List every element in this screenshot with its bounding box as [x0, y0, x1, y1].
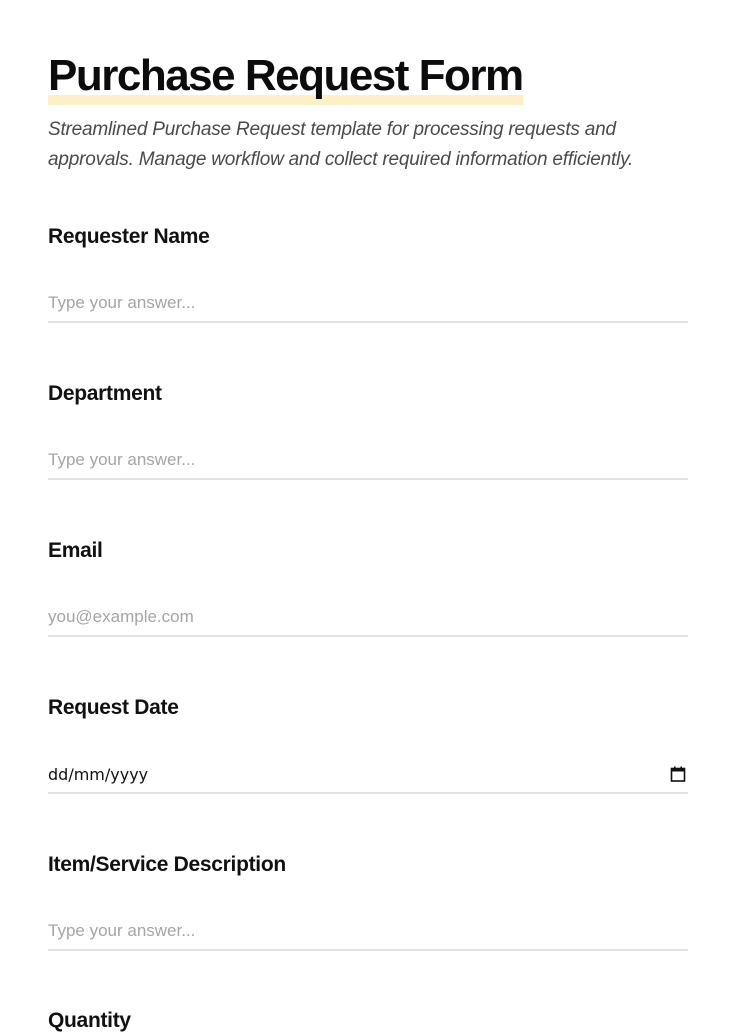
field-label: Requester Name — [48, 225, 210, 248]
field-label: Item/Service Description — [48, 853, 286, 876]
field-email — [48, 538, 688, 637]
field-requester-name — [48, 224, 688, 323]
field-label: Request Date — [48, 696, 179, 719]
email-input[interactable] — [48, 607, 688, 627]
date-placeholder: dd/mm/yyyy — [48, 764, 149, 784]
field-quantity — [48, 1008, 688, 1034]
field-request-date — [48, 695, 688, 794]
field-label: Email — [48, 539, 103, 562]
input-wrap — [48, 442, 688, 480]
field-label: Department — [48, 382, 162, 405]
input-wrap — [48, 913, 688, 951]
form-description: Streamlined Purchase Request template for processing requests and approvals. Manage workflow and collect required information efficiently. — [48, 119, 634, 170]
input-wrap — [48, 599, 688, 637]
page-title: Purchase Request Form — [48, 51, 523, 100]
requester-name-input[interactable] — [48, 293, 688, 313]
request-date-input[interactable] — [48, 756, 688, 794]
title-wrap — [48, 52, 523, 100]
calendar-icon[interactable] — [670, 766, 686, 782]
field-label: Quantity — [48, 1009, 131, 1032]
item-description-input[interactable] — [48, 921, 688, 941]
field-department — [48, 381, 688, 480]
field-item-description — [48, 852, 688, 951]
department-input[interactable] — [48, 450, 688, 470]
input-wrap — [48, 285, 688, 323]
